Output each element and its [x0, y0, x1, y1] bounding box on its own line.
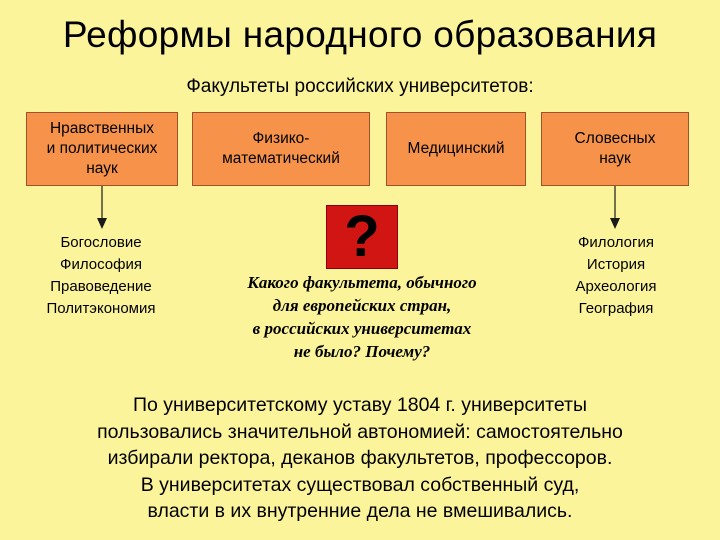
arrow-down-left	[96, 186, 108, 230]
charter-description: По университетскому уставу 1804 г. университеты пользовались значительной автономией: самостоятельно избирали ректора, деканов факультетов, профессоров. В университетах существовал собственный суд, власти в их внутренние дела не вмешивались.	[97, 394, 623, 522]
faculty-box-medical: Медицинский	[386, 112, 526, 186]
moral-political-subjects-list: Богословие Философия Правоведение Политэкономия	[46, 234, 156, 317]
faculties-subtitle: Факультеты российских университетов:	[186, 76, 534, 97]
question-mark-glyph: ?	[344, 204, 380, 269]
verbal-subjects-list: Филология История Археология География	[575, 234, 657, 317]
question-text: Какого факультета, обычного для европейских стран, в российских университетах не было? Почему?	[247, 273, 477, 361]
page-title: Реформы народного образования	[62, 14, 658, 55]
question-mark-box	[326, 205, 398, 269]
faculty-box-physics-math: Физико- математический	[192, 112, 370, 186]
faculty-box-verbal: Словесных наук	[541, 112, 689, 186]
arrow-down-right	[609, 186, 621, 230]
faculty-box-moral-political: Нравственных и политических наук	[26, 112, 178, 186]
